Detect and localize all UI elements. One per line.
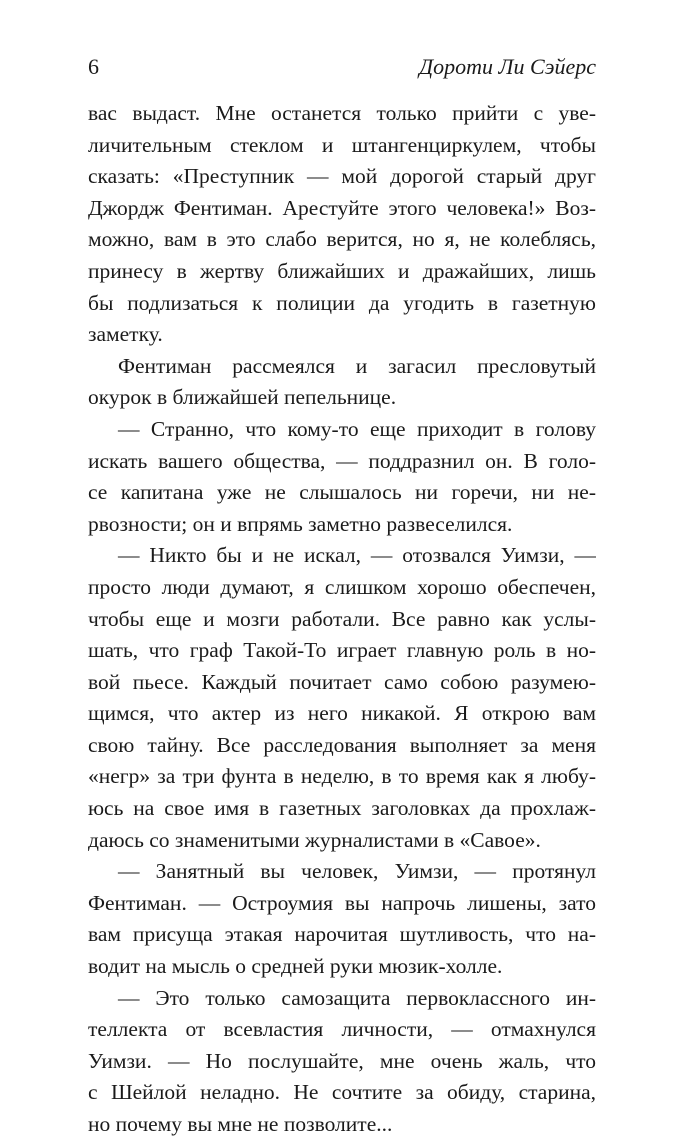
text-line: личительным стеклом и штангенциркулем, чтобы — [88, 132, 596, 157]
text-line: но почему вы мне не позволите... — [88, 1112, 393, 1136]
page-number: 6 — [88, 54, 99, 79]
paragraph — [88, 856, 596, 982]
text-line: сказать: «Преступник — мой дорогой старый друг — [88, 164, 596, 189]
text-line: се капитана уже не слышалось ни горечи, ни не- — [88, 480, 596, 505]
text-line: свою тайну. Все расследования выполняет за меня — [88, 732, 596, 757]
text-line: рвозности; он и впрямь заметно развеселился. — [88, 511, 513, 536]
text-line: с Шейлой неладно. Не сочтите за обиду, старина, — [88, 1080, 596, 1105]
paragraph — [88, 983, 596, 1141]
text-line: просто люди думают, я слишком хорошо обеспечен, — [88, 574, 596, 599]
text-line: можно, вам в это слабо верится, но я, не колеблясь, — [88, 227, 596, 252]
text-line: искать вашего общества, — поддразнил он. В голо- — [88, 448, 596, 473]
text-line: щимся, что актер из него никакой. Я открою вам — [88, 701, 596, 726]
text-line: окурок в ближайшей пепельнице. — [88, 385, 397, 410]
paragraph — [88, 351, 596, 414]
text-line: «негр» за три фунта в неделю, в то время как я любу- — [88, 764, 596, 789]
running-head-author: Дороти Ли Сэйерс — [419, 54, 596, 79]
paragraph — [88, 540, 596, 856]
text-line: — Занятный вы человек, Уимзи, — протянул — [118, 859, 596, 884]
text-line: Фентиман. — Остроумия вы напрочь лишены, зато — [88, 890, 596, 915]
text-line: чтобы еще и мозги работали. Все равно как услы- — [88, 606, 596, 631]
paragraph — [88, 414, 596, 540]
text-line: шать, что граф Такой-То играет главную роль в но- — [88, 638, 596, 663]
text-line: принесу в жертву ближайших и дражайших, лишь — [88, 258, 596, 283]
page-header — [88, 54, 596, 86]
text-line: Уимзи. — Но послушайте, мне очень жаль, что — [88, 1048, 596, 1073]
text-line: юсь на свое имя в газетных заголовках да прохлаж- — [88, 796, 596, 821]
text-line: теллекта от всевластия личности, — отмахнулся — [88, 1017, 596, 1042]
text-line: вас выдаст. Мне останется только прийти с уве- — [88, 101, 596, 125]
body-text — [88, 98, 596, 1141]
text-line: Джордж Фентиман. Арестуйте этого человека!» Воз- — [88, 195, 596, 220]
paragraph — [88, 98, 596, 351]
text-line: — Это только самозащита первоклассного ин- — [118, 985, 596, 1010]
text-line: водит на мысль о средней руки мюзик-холле. — [88, 954, 503, 979]
text-line: даюсь со знаменитыми журналистами в «Савое». — [88, 827, 541, 852]
text-line: заметку. — [88, 322, 163, 347]
text-line: вой пьесе. Каждый почитает само собою разумею- — [88, 669, 596, 694]
text-line: — Никто бы и не искал, — отозвался Уимзи, — — [118, 543, 596, 568]
text-line: — Странно, что кому-то еще приходит в голову — [118, 416, 596, 441]
text-line: вам присуща этакая нарочитая шутливость, что на- — [88, 922, 596, 947]
text-line: бы подлизаться к полиции да угодить в газетную — [88, 290, 596, 315]
text-line: Фентиман рассмеялся и загасил пресловутый — [118, 353, 596, 378]
